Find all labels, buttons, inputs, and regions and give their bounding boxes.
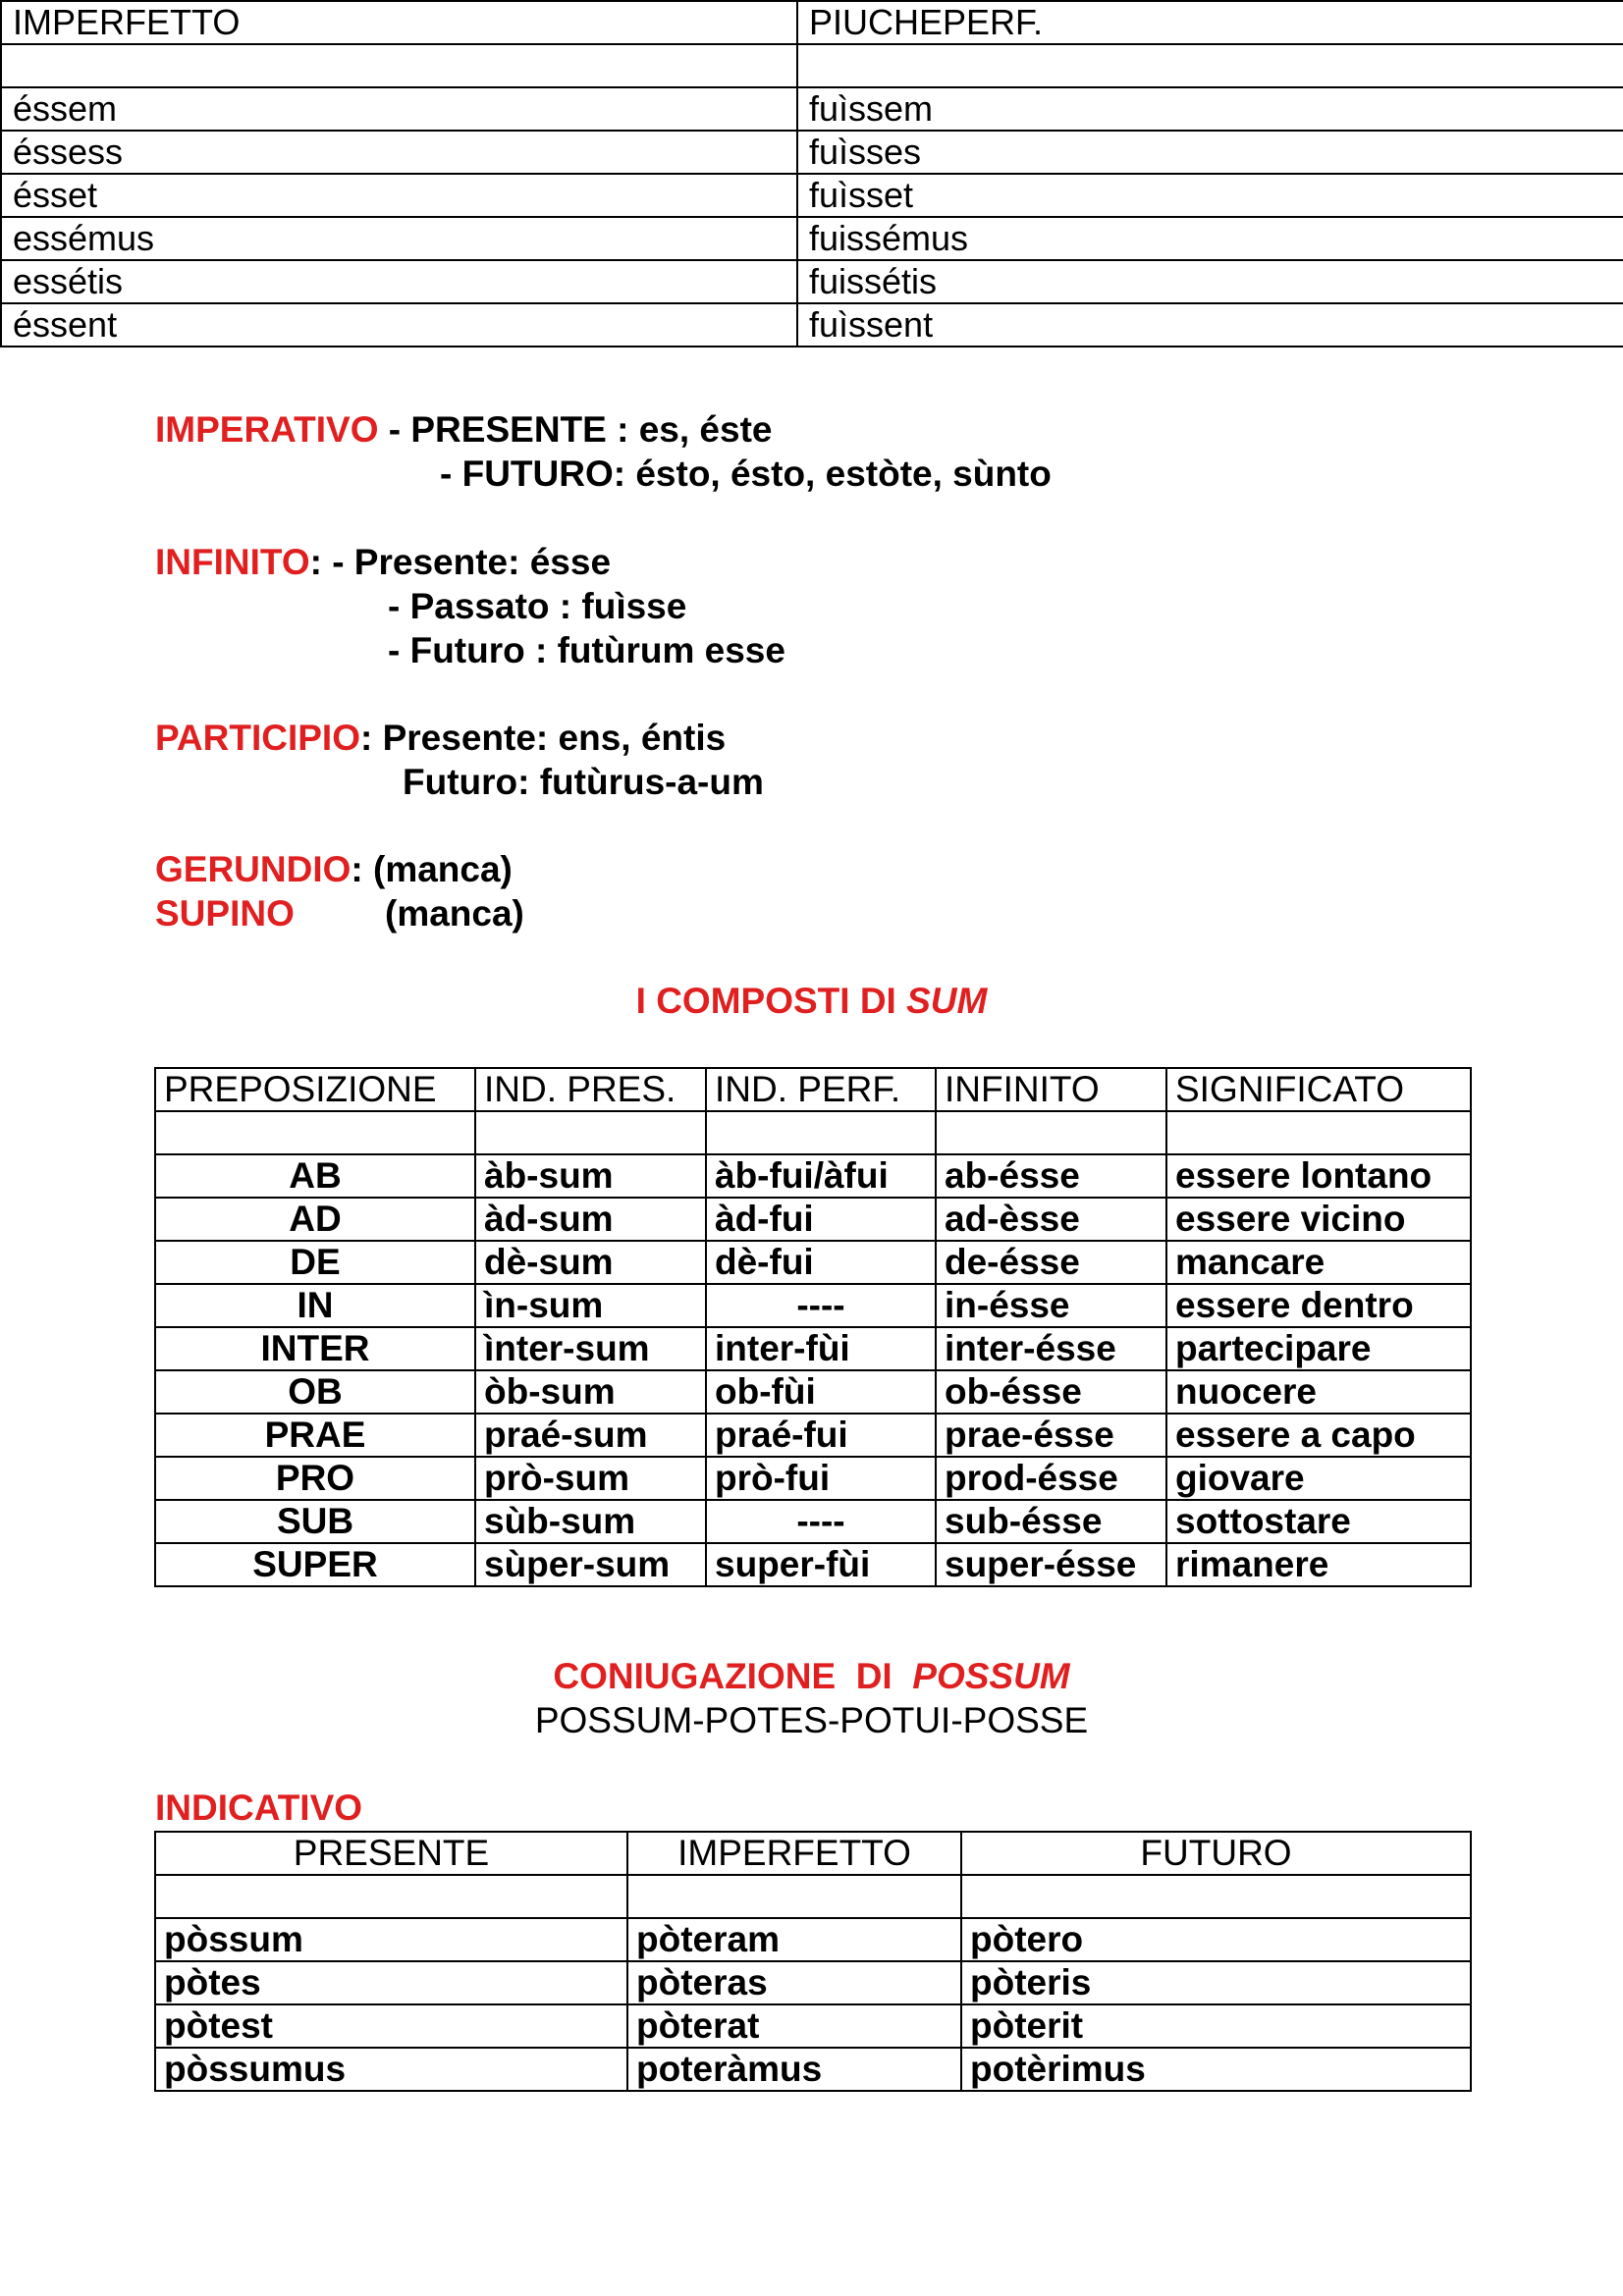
cell: pòteris bbox=[961, 1961, 1471, 2004]
cell: ad-èsse bbox=[936, 1198, 1166, 1241]
subjunctive-table bbox=[0, 0, 1623, 347]
cell: de-ésse bbox=[936, 1241, 1166, 1284]
possum-subtitle: POSSUM-POTES-POTUI-POSSE bbox=[534, 1700, 1089, 1740]
table-row bbox=[1, 303, 1623, 347]
table-row bbox=[1, 87, 1623, 131]
cell: OB bbox=[155, 1370, 475, 1414]
imperativo-label: IMPERATIVO bbox=[155, 409, 379, 450]
cell: ---- bbox=[706, 1284, 936, 1327]
cell: inter-fùi bbox=[706, 1327, 936, 1370]
cell: fuìssem bbox=[797, 87, 1623, 131]
cell: SUPER bbox=[155, 1543, 475, 1586]
cell: essere lontano bbox=[1166, 1154, 1471, 1198]
infinito-presente: : - Presente: ésse bbox=[309, 542, 612, 582]
cell: essere a capo bbox=[1166, 1414, 1471, 1457]
cell: nuocere bbox=[1166, 1370, 1471, 1414]
cell: INTER bbox=[155, 1327, 475, 1370]
cell: ob-ésse bbox=[936, 1370, 1166, 1414]
cell: super-fùi bbox=[706, 1543, 936, 1586]
table-row bbox=[155, 2048, 1471, 2091]
possum-title bbox=[0, 1655, 1623, 1698]
cell: prò-fui bbox=[706, 1457, 936, 1500]
cell: àb-fui/àfui bbox=[706, 1154, 936, 1198]
cell: éssem bbox=[1, 87, 797, 131]
infinito-label: INFINITO bbox=[155, 542, 310, 582]
cell: éssent bbox=[1, 303, 797, 347]
cell: inter-ésse bbox=[936, 1327, 1166, 1370]
infinito-passato: - Passato : fuìsse bbox=[388, 586, 687, 626]
cell: ---- bbox=[706, 1500, 936, 1543]
supino-value: (manca) bbox=[385, 893, 524, 934]
table-empty-row bbox=[1, 44, 1623, 87]
table-header-row bbox=[1, 1, 1623, 44]
cell: sùper-sum bbox=[475, 1543, 706, 1586]
table-row bbox=[155, 1918, 1471, 1961]
participio-line bbox=[155, 717, 726, 760]
cell: àb-sum bbox=[475, 1154, 706, 1198]
composti-table bbox=[154, 1067, 1472, 1587]
table-row bbox=[155, 1457, 1471, 1500]
participio-futuro: Futuro: futùrus-a-um bbox=[403, 762, 764, 802]
cell: prae-ésse bbox=[936, 1414, 1166, 1457]
cell: pòtero bbox=[961, 1918, 1471, 1961]
cell: in-ésse bbox=[936, 1284, 1166, 1327]
cell: praé-sum bbox=[475, 1414, 706, 1457]
cell: ob-fùi bbox=[706, 1370, 936, 1414]
table-row bbox=[155, 1961, 1471, 2004]
cell: òb-sum bbox=[475, 1370, 706, 1414]
cell: fuìsses bbox=[797, 131, 1623, 174]
header-infinito: INFINITO bbox=[936, 1068, 1166, 1111]
infinito-line bbox=[155, 541, 611, 584]
cell: àd-sum bbox=[475, 1198, 706, 1241]
table-row bbox=[155, 1154, 1471, 1198]
table-row bbox=[155, 1543, 1471, 1586]
table-row bbox=[155, 1284, 1471, 1327]
cell: essere dentro bbox=[1166, 1284, 1471, 1327]
header-ind-perf: IND. PERF. bbox=[706, 1068, 936, 1111]
cell: AD bbox=[155, 1198, 475, 1241]
table-row bbox=[1, 217, 1623, 260]
cell: essétis bbox=[1, 260, 797, 303]
cell: pòteram bbox=[627, 1918, 961, 1961]
imperativo-line bbox=[155, 408, 772, 452]
possum-title-emph: POSSUM bbox=[912, 1656, 1070, 1696]
infinito-futuro: - Futuro : futùrum esse bbox=[388, 630, 785, 670]
table-header-row bbox=[155, 1832, 1471, 1875]
cell: essere vicino bbox=[1166, 1198, 1471, 1241]
cell: pòssumus bbox=[155, 2048, 627, 2091]
cell: éssess bbox=[1, 131, 797, 174]
supino-line bbox=[155, 892, 295, 935]
cell: rimanere bbox=[1166, 1543, 1471, 1586]
cell: ésset bbox=[1, 174, 797, 217]
cell: pòssum bbox=[155, 1918, 627, 1961]
header-futuro: FUTURO bbox=[961, 1832, 1471, 1875]
cell: SUB bbox=[155, 1500, 475, 1543]
table-row bbox=[1, 131, 1623, 174]
table-row bbox=[1, 260, 1623, 303]
participio-label: PARTICIPIO bbox=[155, 718, 360, 758]
table-row bbox=[155, 1370, 1471, 1414]
cell: ìn-sum bbox=[475, 1284, 706, 1327]
imperativo-futuro: - FUTURO: ésto, ésto, estòte, sùnto bbox=[440, 454, 1052, 494]
table-row bbox=[155, 1414, 1471, 1457]
table-header-row bbox=[155, 1068, 1471, 1111]
indicativo-label: INDICATIVO bbox=[155, 1788, 363, 1828]
table-row bbox=[155, 2004, 1471, 2048]
table-row bbox=[155, 1241, 1471, 1284]
cell: prod-ésse bbox=[936, 1457, 1166, 1500]
cell: giovare bbox=[1166, 1457, 1471, 1500]
cell: poteràmus bbox=[627, 2048, 961, 2091]
possum-title-prefix: CONIUGAZIONE DI bbox=[553, 1656, 913, 1696]
cell: PRAE bbox=[155, 1414, 475, 1457]
table-row bbox=[155, 1327, 1471, 1370]
cell: pòterit bbox=[961, 2004, 1471, 2048]
cell: dè-sum bbox=[475, 1241, 706, 1284]
cell: àd-fui bbox=[706, 1198, 936, 1241]
cell: praé-fui bbox=[706, 1414, 936, 1457]
cell: sùb-sum bbox=[475, 1500, 706, 1543]
table-empty-row bbox=[155, 1875, 1471, 1918]
cell: DE bbox=[155, 1241, 475, 1284]
cell: ab-ésse bbox=[936, 1154, 1166, 1198]
gerundio-value: : (manca) bbox=[351, 849, 513, 889]
composti-title-prefix: I COMPOSTI DI bbox=[635, 981, 907, 1021]
header-imperfetto: IMPERFETTO bbox=[627, 1832, 961, 1875]
header-piucheperf: PIUCHEPERF. bbox=[797, 1, 1623, 44]
header-ind-pres: IND. PRES. bbox=[475, 1068, 706, 1111]
cell: fuissétis bbox=[797, 260, 1623, 303]
cell: IN bbox=[155, 1284, 475, 1327]
cell: fuìsset bbox=[797, 174, 1623, 217]
cell: PRO bbox=[155, 1457, 475, 1500]
composti-title bbox=[0, 980, 1623, 1023]
cell: fuissémus bbox=[797, 217, 1623, 260]
imperativo-presente: - PRESENTE : es, éste bbox=[378, 409, 773, 450]
cell: sottostare bbox=[1166, 1500, 1471, 1543]
supino-label: SUPINO bbox=[155, 893, 295, 934]
table-row bbox=[1, 174, 1623, 217]
table-row bbox=[155, 1198, 1471, 1241]
cell: AB bbox=[155, 1154, 475, 1198]
header-significato: SIGNIFICATO bbox=[1166, 1068, 1471, 1111]
gerundio-label: GERUNDIO bbox=[155, 849, 352, 889]
cell: potèrimus bbox=[961, 2048, 1471, 2091]
cell: dè-fui bbox=[706, 1241, 936, 1284]
cell: pòteras bbox=[627, 1961, 961, 2004]
table-row bbox=[155, 1500, 1471, 1543]
cell: pòterat bbox=[627, 2004, 961, 2048]
possum-table bbox=[154, 1831, 1472, 2092]
cell: ìnter-sum bbox=[475, 1327, 706, 1370]
header-presente: PRESENTE bbox=[155, 1832, 627, 1875]
participio-presente: : Presente: ens, éntis bbox=[360, 718, 727, 758]
header-preposizione: PREPOSIZIONE bbox=[155, 1068, 475, 1111]
cell: sub-ésse bbox=[936, 1500, 1166, 1543]
cell: partecipare bbox=[1166, 1327, 1471, 1370]
gerundio-line bbox=[155, 848, 513, 891]
header-imperfetto: IMPERFETTO bbox=[1, 1, 797, 44]
cell: pòtes bbox=[155, 1961, 627, 2004]
composti-title-emph: SUM bbox=[906, 981, 988, 1021]
cell: prò-sum bbox=[475, 1457, 706, 1500]
cell: essémus bbox=[1, 217, 797, 260]
cell: fuìssent bbox=[797, 303, 1623, 347]
cell: super-ésse bbox=[936, 1543, 1166, 1586]
cell: mancare bbox=[1166, 1241, 1471, 1284]
cell: pòtest bbox=[155, 2004, 627, 2048]
table-empty-row bbox=[155, 1111, 1471, 1154]
